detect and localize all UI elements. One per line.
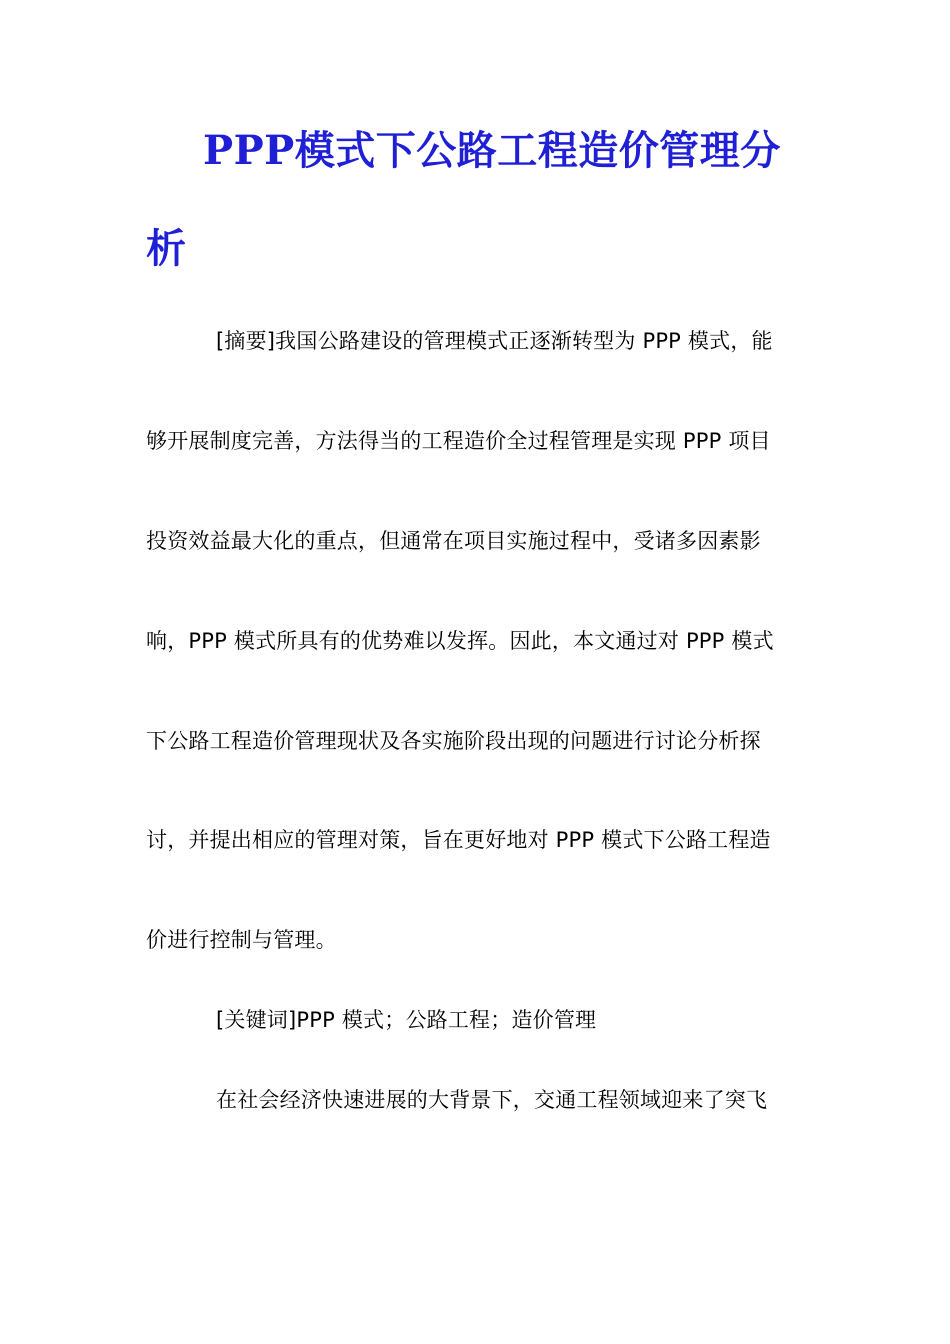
abstract-line-4: 响，PPP 模式所具有的优势难以发挥。因此，本文通过对 PPP 模式 [146,629,774,653]
document-title-line-2: 析 [146,225,186,272]
document-title-line-1: PPP模式下公路工程造价管理分 [203,127,781,174]
abstract-line-7: 价进行控制与管理。 [146,928,337,952]
abstract-line-5: 下公路工程造价管理现状及各实施阶段出现的问题进行讨论分析探 [146,729,761,753]
keywords-line: [关键词]PPP 模式；公路工程；造价管理 [216,1008,597,1032]
abstract-line-1: [摘要]我国公路建设的管理模式正逐渐转型为 PPP 模式，能 [216,329,773,353]
abstract-line-2: 够开展制度完善，方法得当的工程造价全过程管理是实现 PPP 项目 [146,429,771,453]
intro-paragraph-line: 在社会经济快速进展的大背景下，交通工程领域迎来了突飞 [216,1088,768,1112]
abstract-line-6: 讨，并提出相应的管理对策，旨在更好地对 PPP 模式下公路工程造 [146,828,771,852]
abstract-line-3: 投资效益最大化的重点，但通常在项目实施过程中，受诸多因素影 [146,529,761,553]
